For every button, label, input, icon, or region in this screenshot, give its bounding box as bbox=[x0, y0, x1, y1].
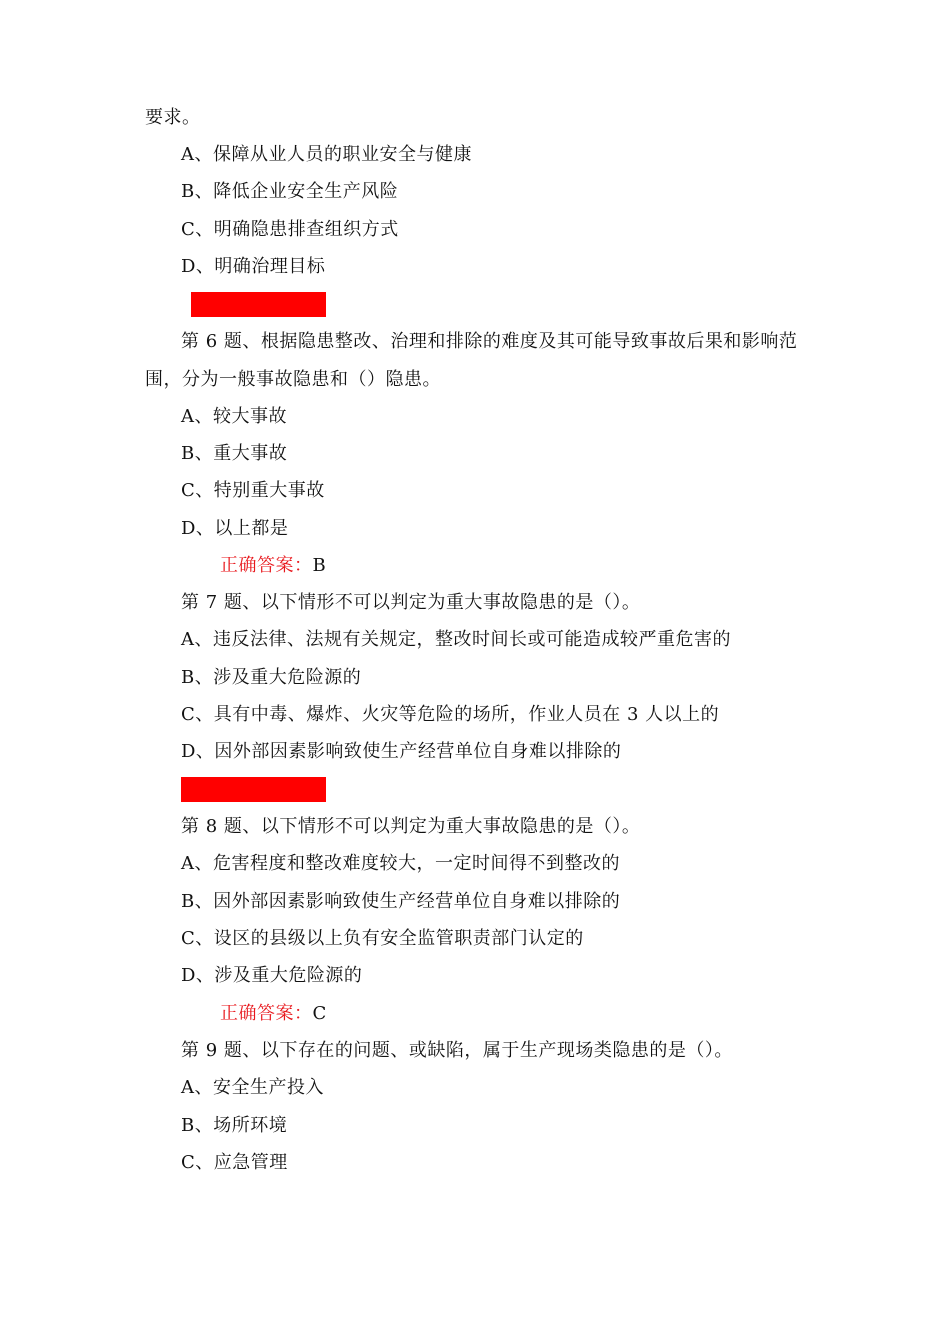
question-5-option-a: A、保障从业人员的职业安全与健康 bbox=[181, 144, 472, 165]
question-7-option-d: D、因外部因素影响致使生产经营单位自身难以排除的 bbox=[181, 741, 622, 762]
question-8-option-a: A、危害程度和整改难度较大，一定时间得不到整改的 bbox=[181, 853, 620, 874]
question-6-stem-line1: 第 6 题、根据隐患整改、治理和排除的难度及其可能导致事故后果和影响范 bbox=[181, 331, 798, 352]
answer-value: C bbox=[312, 1003, 327, 1024]
answer-label: 正确答案： bbox=[220, 1003, 313, 1024]
question-9-option-b: B、场所环境 bbox=[181, 1115, 288, 1136]
question-7-option-a: A、违反法律、法规有关规定，整改时间长或可能造成较严重危害的 bbox=[181, 629, 731, 650]
question-9-option-c: C、应急管理 bbox=[181, 1152, 288, 1173]
question-6-option-a: A、较大事故 bbox=[181, 406, 287, 427]
question-6-stem-line2: 围，分为一般事故隐患和（）隐患。 bbox=[145, 369, 441, 390]
redacted-answer-block bbox=[181, 777, 326, 802]
question-8-option-d: D、涉及重大危险源的 bbox=[181, 965, 363, 986]
question-7-stem: 第 7 题、以下情形不可以判定为重大事故隐患的是（）。 bbox=[181, 592, 641, 613]
question-6-answer bbox=[220, 554, 326, 578]
question-7-option-c: C、具有中毒、爆炸、火灾等危险的场所，作业人员在 3 人以上的 bbox=[181, 704, 720, 725]
redacted-answer-block bbox=[191, 292, 326, 317]
question-8-stem: 第 8 题、以下情形不可以判定为重大事故隐患的是（）。 bbox=[181, 816, 641, 837]
question-6-option-b: B、重大事故 bbox=[181, 443, 288, 464]
question-9-option-a: A、安全生产投入 bbox=[181, 1077, 324, 1098]
question-5-continuation: 要求。 bbox=[145, 107, 201, 128]
question-6-option-d: D、以上都是 bbox=[181, 518, 289, 539]
question-8-option-c: C、设区的县级以上负有安全监管职责部门认定的 bbox=[181, 928, 584, 949]
question-5-option-b: B、降低企业安全生产风险 bbox=[181, 181, 399, 202]
question-6-option-c: C、特别重大事故 bbox=[181, 480, 325, 501]
question-8-answer bbox=[220, 1002, 327, 1026]
answer-value: B bbox=[312, 555, 327, 576]
question-9-stem: 第 9 题、以下存在的问题、或缺陷，属于生产现场类隐患的是（）。 bbox=[181, 1040, 733, 1061]
question-7-option-b: B、涉及重大危险源的 bbox=[181, 667, 362, 688]
question-8-option-b: B、因外部因素影响致使生产经营单位自身难以排除的 bbox=[181, 891, 621, 912]
answer-label: 正确答案： bbox=[220, 555, 313, 576]
question-5-option-c: C、明确隐患排查组织方式 bbox=[181, 219, 399, 240]
question-5-option-d: D、明确治理目标 bbox=[181, 256, 326, 277]
